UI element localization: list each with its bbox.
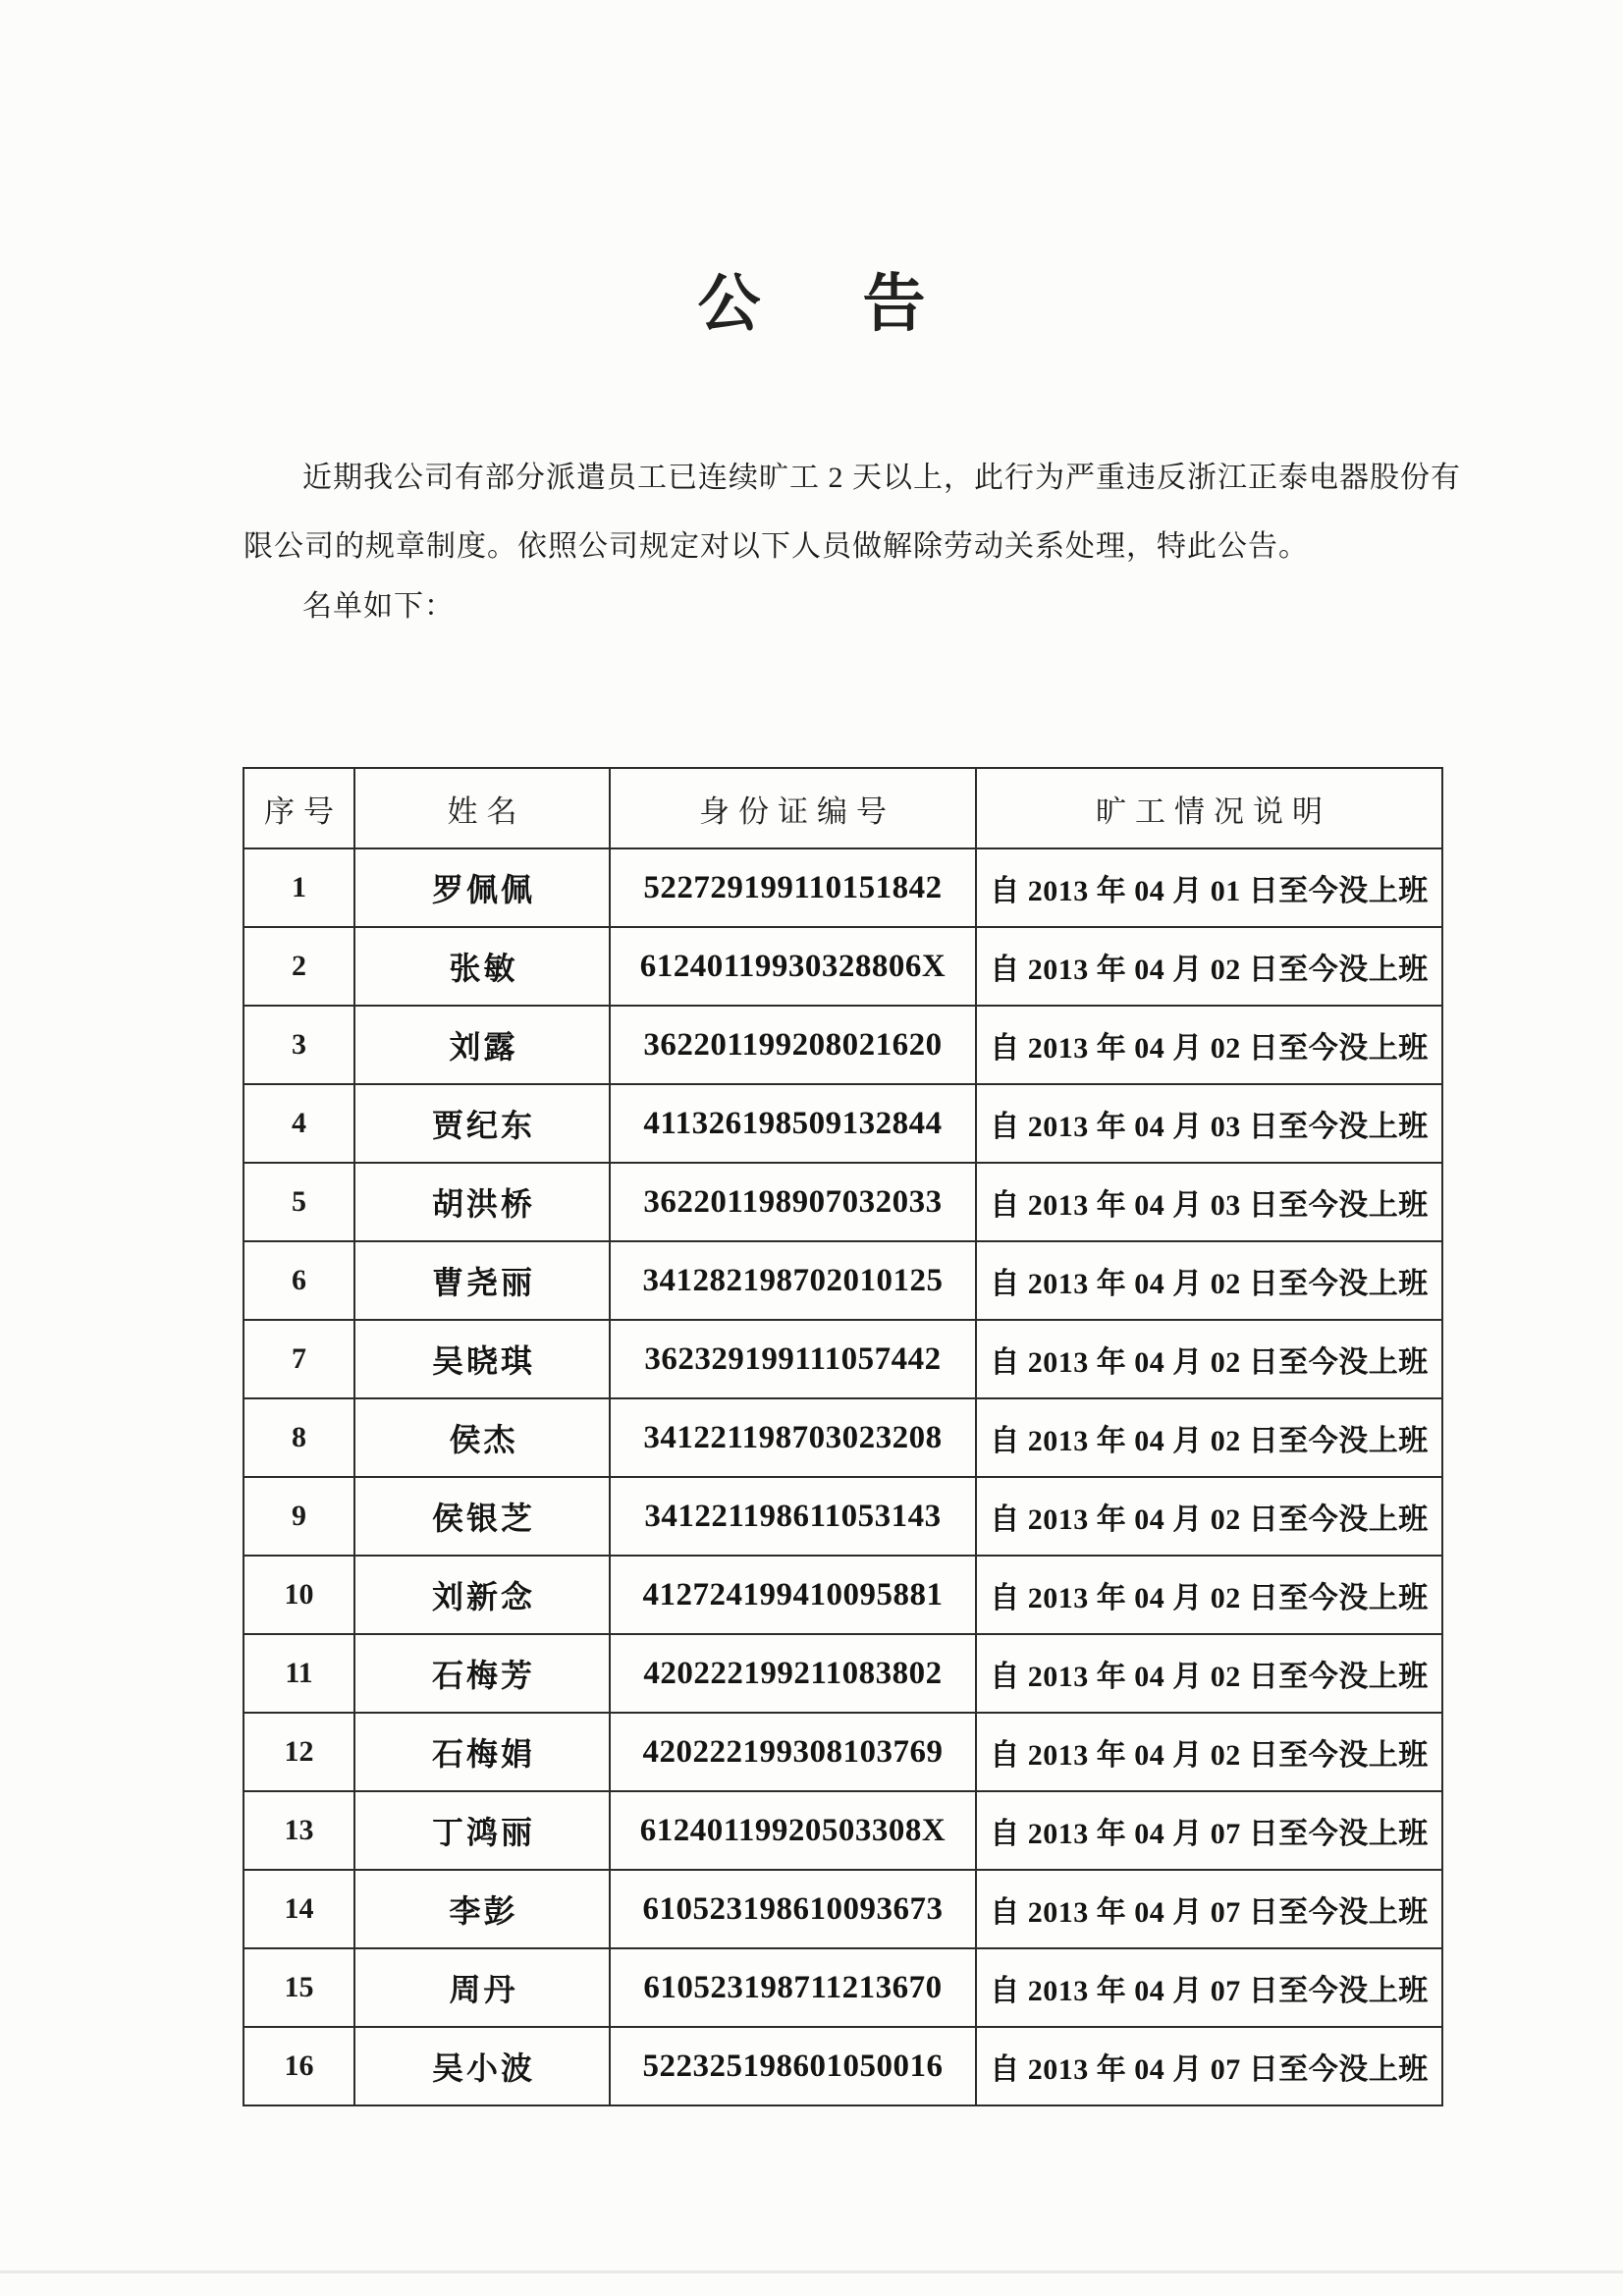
header-cell-name: 姓名 <box>354 768 610 848</box>
note-cell: 自 2013 年 04 月 02 日至今没上班 <box>976 927 1442 1006</box>
id-cell: 341221198703023208 <box>610 1398 976 1477</box>
id-cell: 610523198610093673 <box>610 1870 976 1948</box>
seq-cell: 9 <box>243 1477 354 1556</box>
intro-line-2: 限公司的规章制度。依照公司规定对以下人员做解除劳动关系处理，特此公告。 <box>243 530 1309 563</box>
name-cell: 贾纪东 <box>354 1084 610 1163</box>
seq-cell: 1 <box>243 848 354 927</box>
table-row <box>243 1163 1442 1241</box>
note-cell: 自 2013 年 04 月 03 日至今没上班 <box>976 1163 1442 1241</box>
seq-cell: 7 <box>243 1320 354 1398</box>
seq-cell: 12 <box>243 1713 354 1791</box>
intro-paragraph <box>243 444 1471 581</box>
table-row <box>243 1477 1442 1556</box>
name-cell: 罗佩佩 <box>354 848 610 927</box>
id-cell: 362201198907032033 <box>610 1163 976 1241</box>
table-row <box>243 2027 1442 2105</box>
id-cell: 362329199111057442 <box>610 1320 976 1398</box>
name-cell: 张敏 <box>354 927 610 1006</box>
table-row <box>243 1006 1442 1084</box>
name-cell: 石梅娟 <box>354 1713 610 1791</box>
table-row <box>243 1634 1442 1713</box>
id-cell: 522325198601050016 <box>610 2027 976 2105</box>
id-cell: 412724199410095881 <box>610 1556 976 1634</box>
note-cell: 自 2013 年 04 月 02 日至今没上班 <box>976 1477 1442 1556</box>
header-cell-id: 身份证编号 <box>610 768 976 848</box>
table-row <box>243 1948 1442 2027</box>
intro-line-1: 近期我公司有部分派遣员工已连续旷工 2 天以上，此行为严重违反浙江正泰电器股份有 <box>302 462 1461 494</box>
table-row <box>243 848 1442 927</box>
id-cell: 341221198611053143 <box>610 1477 976 1556</box>
seq-cell: 11 <box>243 1634 354 1713</box>
seq-cell: 4 <box>243 1084 354 1163</box>
seq-cell: 2 <box>243 927 354 1006</box>
table-row <box>243 1398 1442 1477</box>
document-title <box>0 253 1623 344</box>
id-cell: 61240119920503308X <box>610 1791 976 1870</box>
note-cell: 自 2013 年 04 月 02 日至今没上班 <box>976 1556 1442 1634</box>
id-cell: 420222199211083802 <box>610 1634 976 1713</box>
seq-cell: 16 <box>243 2027 354 2105</box>
note-cell: 自 2013 年 04 月 03 日至今没上班 <box>976 1084 1442 1163</box>
note-cell: 自 2013 年 04 月 02 日至今没上班 <box>976 1241 1442 1320</box>
seq-cell: 13 <box>243 1791 354 1870</box>
name-cell: 刘新念 <box>354 1556 610 1634</box>
list-label: 名单如下： <box>302 590 455 623</box>
note-cell: 自 2013 年 04 月 02 日至今没上班 <box>976 1713 1442 1791</box>
header-cell-seq: 序号 <box>243 768 354 848</box>
note-cell: 自 2013 年 04 月 07 日至今没上班 <box>976 1870 1442 1948</box>
note-cell: 自 2013 年 04 月 02 日至今没上班 <box>976 1320 1442 1398</box>
name-cell: 侯杰 <box>354 1398 610 1477</box>
name-cell: 石梅芳 <box>354 1634 610 1713</box>
title-char-1: 公 <box>697 269 761 339</box>
name-cell: 曹尧丽 <box>354 1241 610 1320</box>
name-cell: 胡洪桥 <box>354 1163 610 1241</box>
roster-table <box>243 767 1443 2106</box>
name-cell: 吴小波 <box>354 2027 610 2105</box>
id-cell: 610523198711213670 <box>610 1948 976 2027</box>
id-cell: 522729199110151842 <box>610 848 976 927</box>
seq-cell: 3 <box>243 1006 354 1084</box>
seq-cell: 6 <box>243 1241 354 1320</box>
table-row <box>243 1084 1442 1163</box>
note-cell: 自 2013 年 04 月 02 日至今没上班 <box>976 1634 1442 1713</box>
note-cell: 自 2013 年 04 月 01 日至今没上班 <box>976 848 1442 927</box>
table-row <box>243 1556 1442 1634</box>
id-cell: 362201199208021620 <box>610 1006 976 1084</box>
seq-cell: 10 <box>243 1556 354 1634</box>
note-cell: 自 2013 年 04 月 07 日至今没上班 <box>976 2027 1442 2105</box>
name-cell: 吴晓琪 <box>354 1320 610 1398</box>
id-cell: 61240119930328806X <box>610 927 976 1006</box>
seq-cell: 15 <box>243 1948 354 2027</box>
seq-cell: 5 <box>243 1163 354 1241</box>
table-row <box>243 1870 1442 1948</box>
table-row <box>243 1713 1442 1791</box>
table-row <box>243 927 1442 1006</box>
note-cell: 自 2013 年 04 月 02 日至今没上班 <box>976 1006 1442 1084</box>
id-cell: 341282198702010125 <box>610 1241 976 1320</box>
scan-edge-shadow <box>0 2270 1623 2273</box>
header-cell-note: 旷工情况说明 <box>976 768 1442 848</box>
table-row <box>243 1320 1442 1398</box>
table-header-row <box>243 768 1442 848</box>
table-row <box>243 1241 1442 1320</box>
table-row <box>243 1791 1442 1870</box>
seq-cell: 14 <box>243 1870 354 1948</box>
seq-cell: 8 <box>243 1398 354 1477</box>
name-cell: 丁鸿丽 <box>354 1791 610 1870</box>
roster-body <box>243 848 1442 2105</box>
name-cell: 侯银芝 <box>354 1477 610 1556</box>
name-cell: 李彭 <box>354 1870 610 1948</box>
name-cell: 周丹 <box>354 1948 610 2027</box>
title-char-2: 告 <box>862 269 926 339</box>
name-cell: 刘露 <box>354 1006 610 1084</box>
note-cell: 自 2013 年 04 月 07 日至今没上班 <box>976 1791 1442 1870</box>
note-cell: 自 2013 年 04 月 07 日至今没上班 <box>976 1948 1442 2027</box>
id-cell: 411326198509132844 <box>610 1084 976 1163</box>
id-cell: 420222199308103769 <box>610 1713 976 1791</box>
note-cell: 自 2013 年 04 月 02 日至今没上班 <box>976 1398 1442 1477</box>
